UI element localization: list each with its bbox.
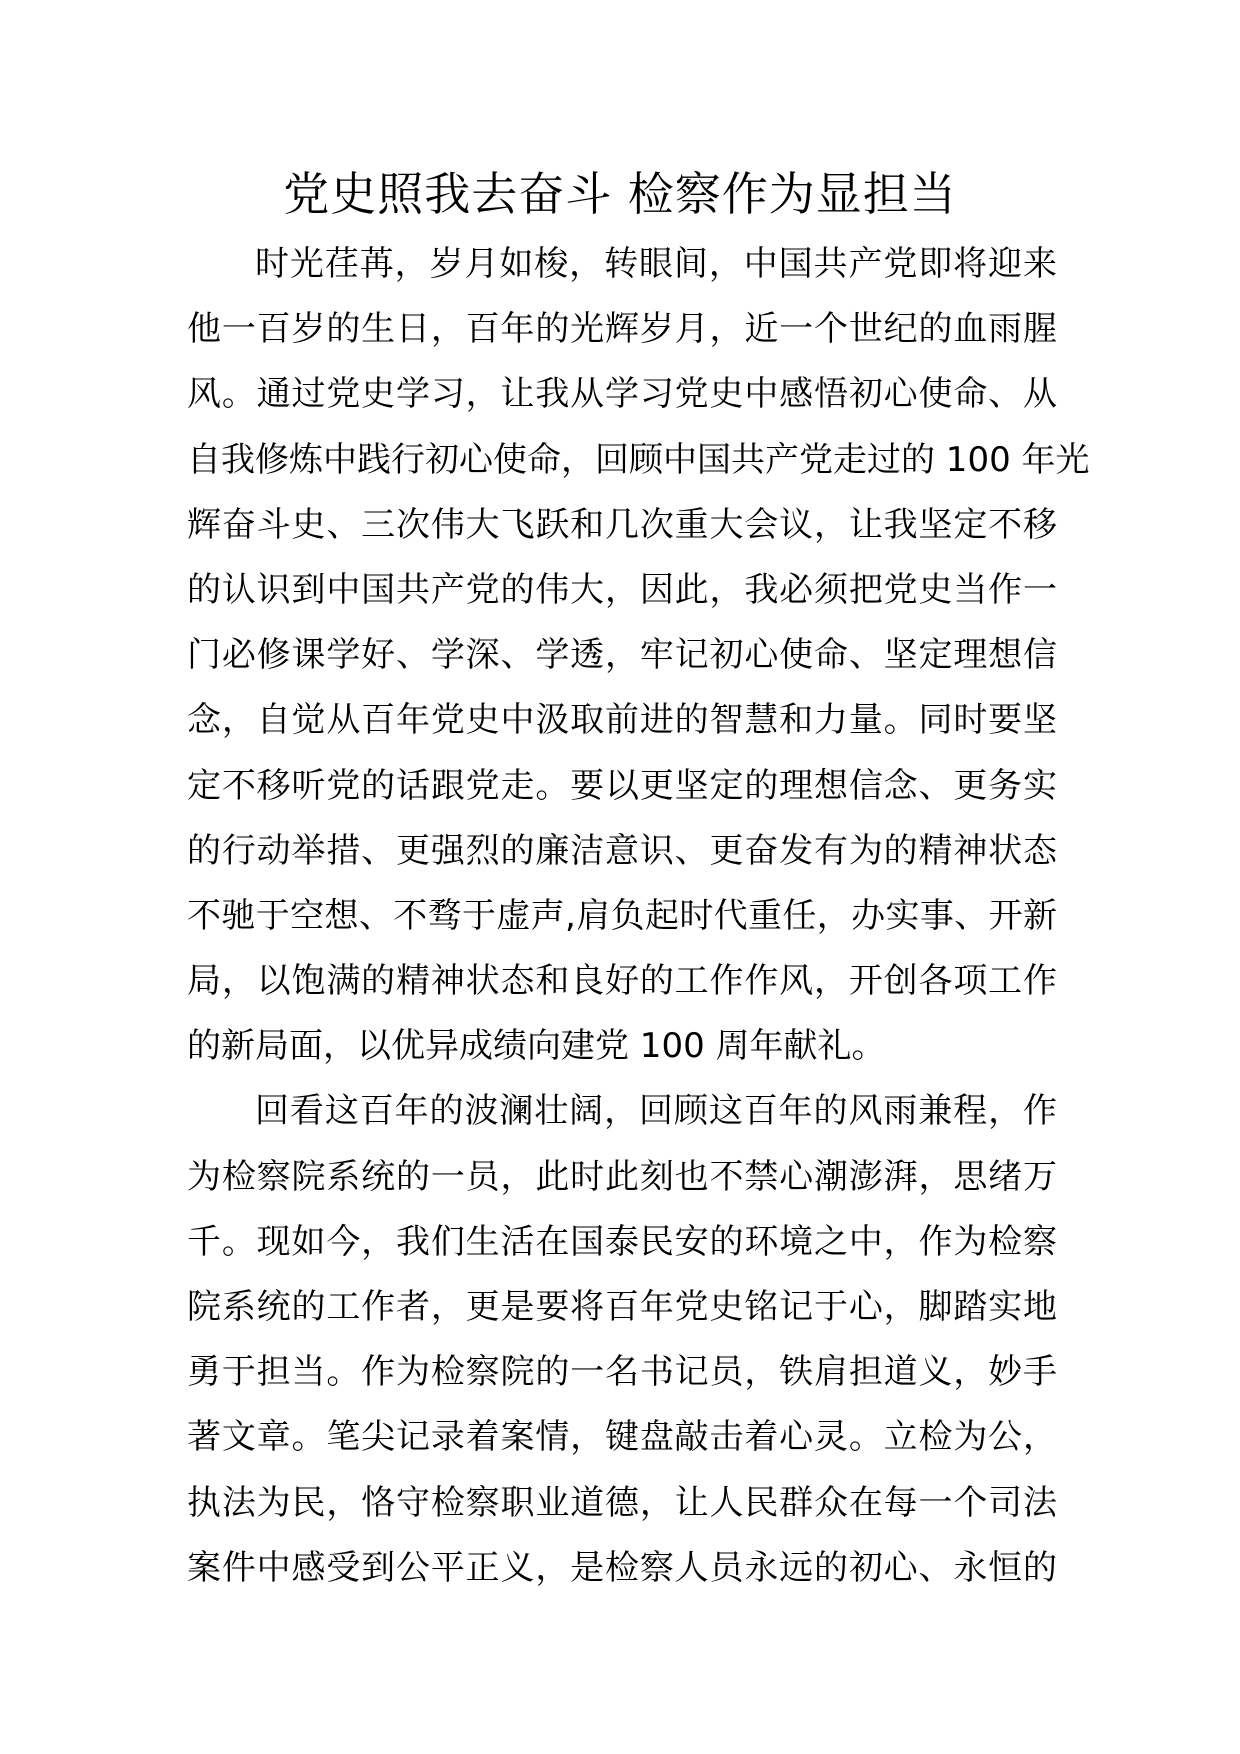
- document-body: [187, 232, 1090, 1601]
- paragraph-2-line: 回看这百年的波澜壮阔，回顾这百年的风雨兼程，作: [255, 1091, 1057, 1132]
- paragraph-1-line: 门必修课学好、学深、学透，牢记初心使命、坚定理想信: [187, 635, 1057, 676]
- paragraph-2-line: 案件中感受到公平正义，是检察人员永远的初心、永恒的: [187, 1547, 1057, 1588]
- paragraph-2-line: 千。现如今，我们生活在国泰民安的环境之中，作为检察: [187, 1221, 1057, 1262]
- paragraph-1-line: 辉奋斗史、三次伟大飞跃和几次重大会议，让我坚定不移: [187, 504, 1057, 545]
- paragraph-1-line: 他一百岁的生日，百年的光辉岁月，近一个世纪的血雨腥: [187, 309, 1057, 350]
- document-title: 党史照我去奋斗 检察作为显担当: [283, 167, 957, 221]
- paragraph-2-line: 勇于担当。作为检察院的一名书记员，铁肩担道义，妙手: [187, 1352, 1057, 1393]
- paragraph-1-line: 时光荏苒，岁月如梭，转眼间，中国共产党即将迎来: [255, 244, 1057, 284]
- paragraph-1-line: 的行动举措、更强烈的廉洁意识、更奋发有为的精神状态: [187, 830, 1057, 871]
- paragraph-2-line: 为检察院系统的一员，此时此刻也不禁心潮澎湃，思绪万: [187, 1156, 1057, 1197]
- paragraph-1-line: 的新局面，以优异成绩向建党 100 周年献礼。: [187, 1026, 886, 1067]
- paragraph-1-line: 的认识到中国共产党的伟大，因此，我必须把党史当作一: [187, 569, 1057, 610]
- paragraph-1-line: 不驰于空想、不骛于虚声,肩负起时代重任，办实事、开新: [187, 895, 1057, 936]
- paragraph-2-line: 院系统的工作者，更是要将百年党史铭记于心，脚踏实地: [187, 1287, 1057, 1327]
- paragraph-2-line: 著文章。笔尖记录着案情，键盘敲击着心灵。立检为公，: [187, 1417, 1057, 1458]
- paragraph-1-line: 风。通过党史学习，让我从学习党史中感悟初心使命、从: [187, 374, 1057, 415]
- paragraph-1-line: 自我修炼中践行初心使命，回顾中国共产党走过的 100 年光: [187, 439, 1090, 480]
- paragraph-1-line: 局，以饱满的精神状态和良好的工作作风，开创各项工作: [187, 961, 1057, 1002]
- paragraph-2-line: 执法为民，恪守检察职业道德，让人民群众在每一个司法: [187, 1482, 1057, 1523]
- paragraph-1-line: 定不移听党的话跟党走。要以更坚定的理想信念、更务实: [187, 765, 1057, 806]
- paragraph-1-line: 念，自觉从百年党史中汲取前进的智慧和力量。同时要坚: [187, 700, 1057, 741]
